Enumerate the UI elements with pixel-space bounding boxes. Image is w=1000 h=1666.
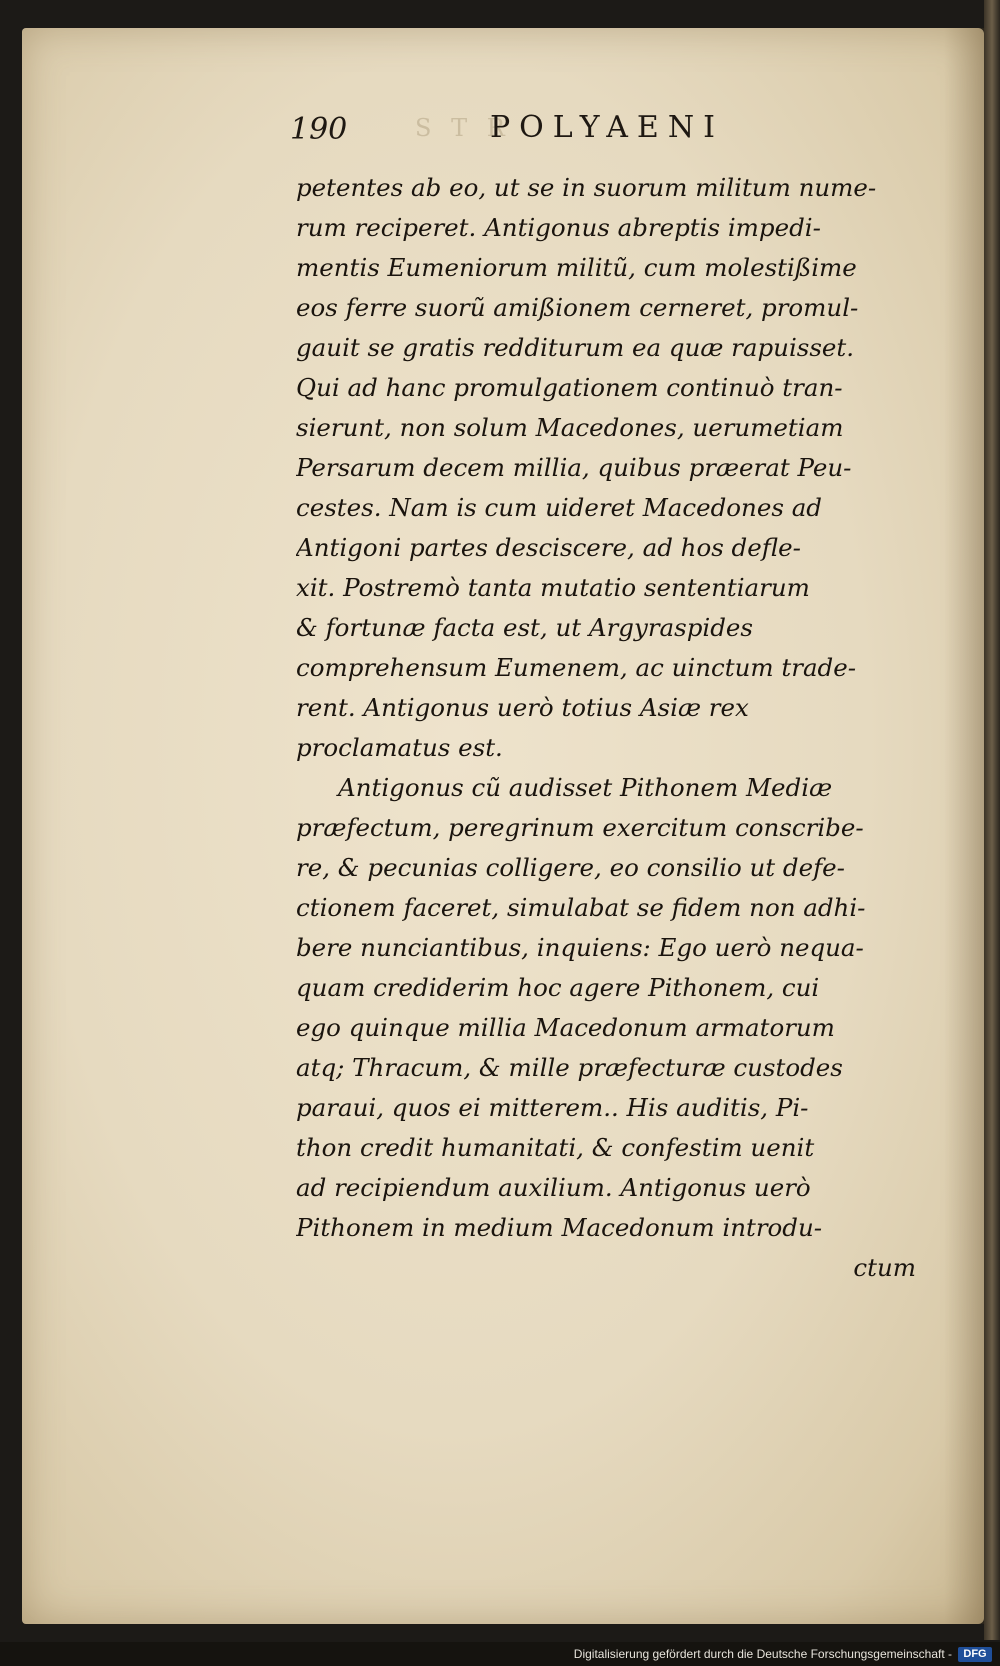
text-line: rum reciperet. Antigonus abreptis impedi- xyxy=(296,213,821,242)
text-line: re, & pecunias colligere, eo consilio ut defe- xyxy=(296,853,845,882)
catchword: ctum xyxy=(853,1253,916,1282)
text-line: rent. Antigonus uerò totius Asiæ rex xyxy=(296,693,749,722)
text-line: gauit se gratis redditurum ea quæ rapuisset. xyxy=(296,333,855,362)
text-line: Antigoni partes desciscere, ad hos defle- xyxy=(296,533,801,562)
text-line: xit. Postremò tanta mutatio sententiarum xyxy=(296,573,810,602)
text-line: ego quinque millia Macedonum armatorum xyxy=(296,1013,835,1042)
text-line: præfectum, peregrinum exercitum conscribe- xyxy=(296,813,864,842)
text-line: thon credit humanitati, & confestim uenit xyxy=(296,1133,815,1162)
text-line: ctionem faceret, simulabat se fidem non adhi- xyxy=(296,893,866,922)
text-line: bere nunciantibus, inquiens: Ego uerò nequa- xyxy=(296,933,864,962)
page-number: 190 xyxy=(290,112,348,147)
text-line: mentis Eumeniorum militũ, cum molestißime xyxy=(296,253,857,282)
text-line: proclamatus est. xyxy=(296,733,503,762)
text-line: paraui, quos ei mitterem.. His auditis, Pi- xyxy=(296,1093,809,1122)
text-line: atq; Thracum, & mille præfecturæ custodes xyxy=(296,1053,843,1082)
book-edge xyxy=(984,0,1000,1640)
funding-credit: Digitalisierung gefördert durch die Deutsche Forschungsgemeinschaft - xyxy=(573,1647,952,1661)
show-through-text: S T R xyxy=(415,114,511,142)
dfg-logo: DFG xyxy=(958,1647,992,1662)
text-line: & fortunæ facta est, ut Argyraspides xyxy=(296,613,753,642)
text-line: Pithonem in medium Macedonum introdu- xyxy=(296,1213,823,1242)
paragraph-start-line: Antigonus cũ audisset Pithonem Mediæ xyxy=(338,773,833,802)
footer-bar xyxy=(0,1642,1000,1666)
text-line: ad recipiendum auxilium. Antigonus uerò xyxy=(296,1173,811,1202)
running-title: POLYAENI xyxy=(490,110,724,145)
text-line: comprehensum Eumenem, ac uinctum trade- xyxy=(296,653,857,682)
text-line: quam crediderim hoc agere Pithonem, cui xyxy=(296,973,820,1002)
body-text xyxy=(296,168,916,1288)
text-line: Persarum decem millia, quibus præerat Peu- xyxy=(296,453,852,482)
page-gutter-shadow xyxy=(944,28,984,1624)
text-line: sierunt, non solum Macedones, uerumetiam xyxy=(296,413,844,442)
text-line: petentes ab eo, ut se in suorum militum nume- xyxy=(296,173,877,202)
text-line: cestes. Nam is cum uideret Macedones ad xyxy=(296,493,822,522)
text-line: Qui ad hanc promulgationem continuò tran- xyxy=(296,373,843,402)
text-line: eos ferre suorũ amißionem cerneret, promul- xyxy=(296,293,859,322)
running-head xyxy=(290,104,930,164)
